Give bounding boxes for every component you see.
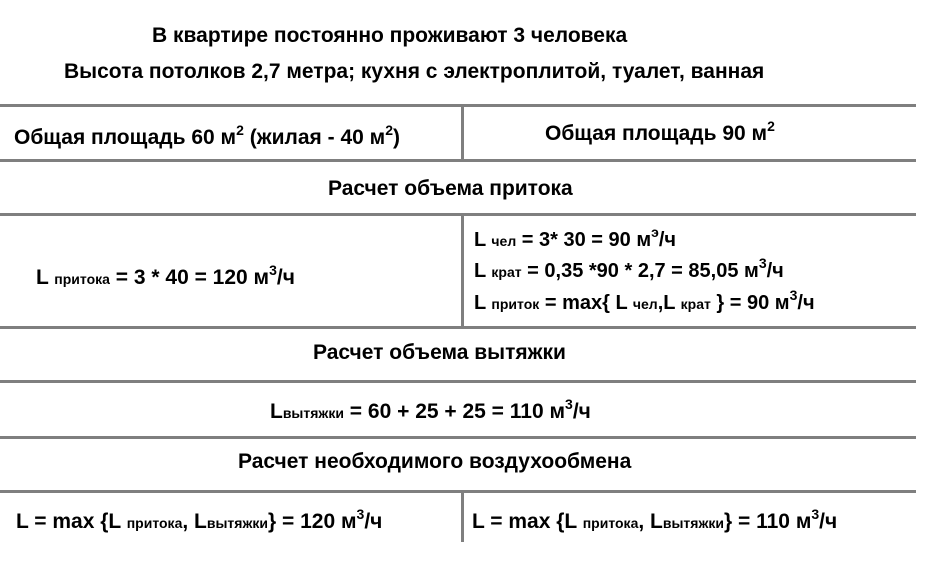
divider-area	[461, 104, 464, 161]
supply-r3-sub3: крат	[680, 296, 711, 312]
exchange-right-unit-sup: 3	[811, 506, 820, 522]
supply-r2-unit-tail: /ч	[766, 260, 784, 282]
exhaust-unit-sup: 3	[565, 396, 573, 412]
supply-left-unit-tail: /ч	[276, 266, 295, 289]
area-right	[545, 118, 775, 146]
supply-r3-sub: приток	[491, 296, 540, 312]
supply-left-unit-sup: 3	[269, 262, 277, 278]
exhaust-heading: Расчет объема вытяжки	[313, 341, 566, 364]
exchange-left-a: L = max {L	[16, 510, 121, 533]
exchange-left-unit-sup: 3	[356, 506, 365, 522]
rule-after-area	[0, 159, 916, 162]
supply-left-L: L	[36, 266, 49, 289]
exchange-left-sub2: вытяжки	[206, 515, 268, 531]
supply-right-line-3	[474, 287, 815, 315]
area-right-text: Общая площадь 90 м	[545, 122, 768, 145]
supply-r1-sub: чел	[491, 233, 517, 249]
rule-after-exhaust-heading	[0, 380, 916, 383]
supply-left-expr: = 3 * 40 = 120 м	[109, 266, 270, 289]
supply-left-sub: притока	[54, 271, 110, 287]
area-left-text: Общая площадь 60 м	[14, 126, 237, 149]
area-left-sup: 2	[236, 122, 244, 138]
exhaust-formula	[270, 396, 591, 424]
area-left	[14, 122, 400, 150]
exchange-right-a: L = max {L	[472, 510, 577, 533]
divider-exchange	[461, 490, 464, 542]
exchange-left-formula	[16, 506, 383, 534]
supply-r2-sub: крат	[491, 264, 522, 280]
supply-r3-unit-sup: 3	[789, 287, 798, 303]
exhaust-sub: вытяжки	[282, 405, 344, 421]
supply-heading: Расчет объема притока	[328, 177, 573, 200]
supply-right-line-1	[474, 224, 677, 252]
supply-r2-expr: = 0,35 *90 * 2,7 = 85,05 м	[521, 260, 759, 282]
supply-r3-expr2: } = 90 м	[710, 292, 790, 314]
exchange-right-unit-tail: /ч	[819, 510, 838, 533]
area-left-close: )	[392, 126, 400, 149]
exchange-right-sub1: притока	[582, 515, 639, 531]
supply-r1-unit-tail: /ч	[658, 229, 677, 251]
exchange-right-c: } = 110 м	[724, 510, 812, 533]
supply-r1-expr: = 3* 30 = 90 м	[516, 229, 652, 251]
header-line-2: Высота потолков 2,7 метра; кухня с электроплитой, туалет, ванная	[64, 60, 765, 83]
supply-r2-unit-sup: 3	[758, 255, 767, 271]
exchange-left-sub1: притока	[126, 515, 183, 531]
exchange-left-b: , L	[182, 510, 207, 533]
area-right-sup: 2	[767, 118, 775, 134]
supply-right-line-2	[474, 255, 784, 283]
rule-after-supply	[0, 326, 916, 329]
exhaust-unit-tail: /ч	[572, 400, 591, 423]
supply-r3-mid: ,L	[657, 292, 676, 314]
supply-r3-L: L	[474, 292, 486, 314]
supply-r3-sub2: чел	[632, 296, 658, 312]
rule-top	[0, 104, 916, 107]
supply-r2-L: L	[474, 260, 486, 282]
exhaust-L: L	[270, 400, 283, 423]
exhaust-expr: = 60 + 25 + 25 = 110 м	[343, 400, 566, 423]
rule-after-exchange-heading	[0, 490, 916, 493]
header-line-1: В квартире постоянно проживают 3 человека	[152, 24, 628, 47]
exchange-heading: Расчет необходимого воздухообмена	[238, 450, 632, 473]
exchange-right-formula	[472, 506, 838, 534]
divider-supply	[461, 213, 464, 328]
supply-r3-unit-tail: /ч	[797, 292, 815, 314]
exchange-left-c: } = 120 м	[268, 510, 357, 533]
exchange-right-b: , L	[638, 510, 663, 533]
rule-after-exhaust	[0, 436, 916, 439]
exchange-right-sub2: вытяжки	[662, 515, 724, 531]
supply-left-formula	[36, 262, 295, 290]
supply-r1-unit-sup: э	[651, 224, 659, 240]
area-left-tail: (жилая - 40 м	[243, 126, 386, 149]
area-left-tail-sup: 2	[385, 122, 393, 138]
exchange-left-unit-tail: /ч	[364, 510, 383, 533]
supply-r3-expr1: = max{ L	[539, 292, 628, 314]
rule-after-supply-heading	[0, 213, 916, 216]
supply-r1-L: L	[474, 229, 486, 251]
